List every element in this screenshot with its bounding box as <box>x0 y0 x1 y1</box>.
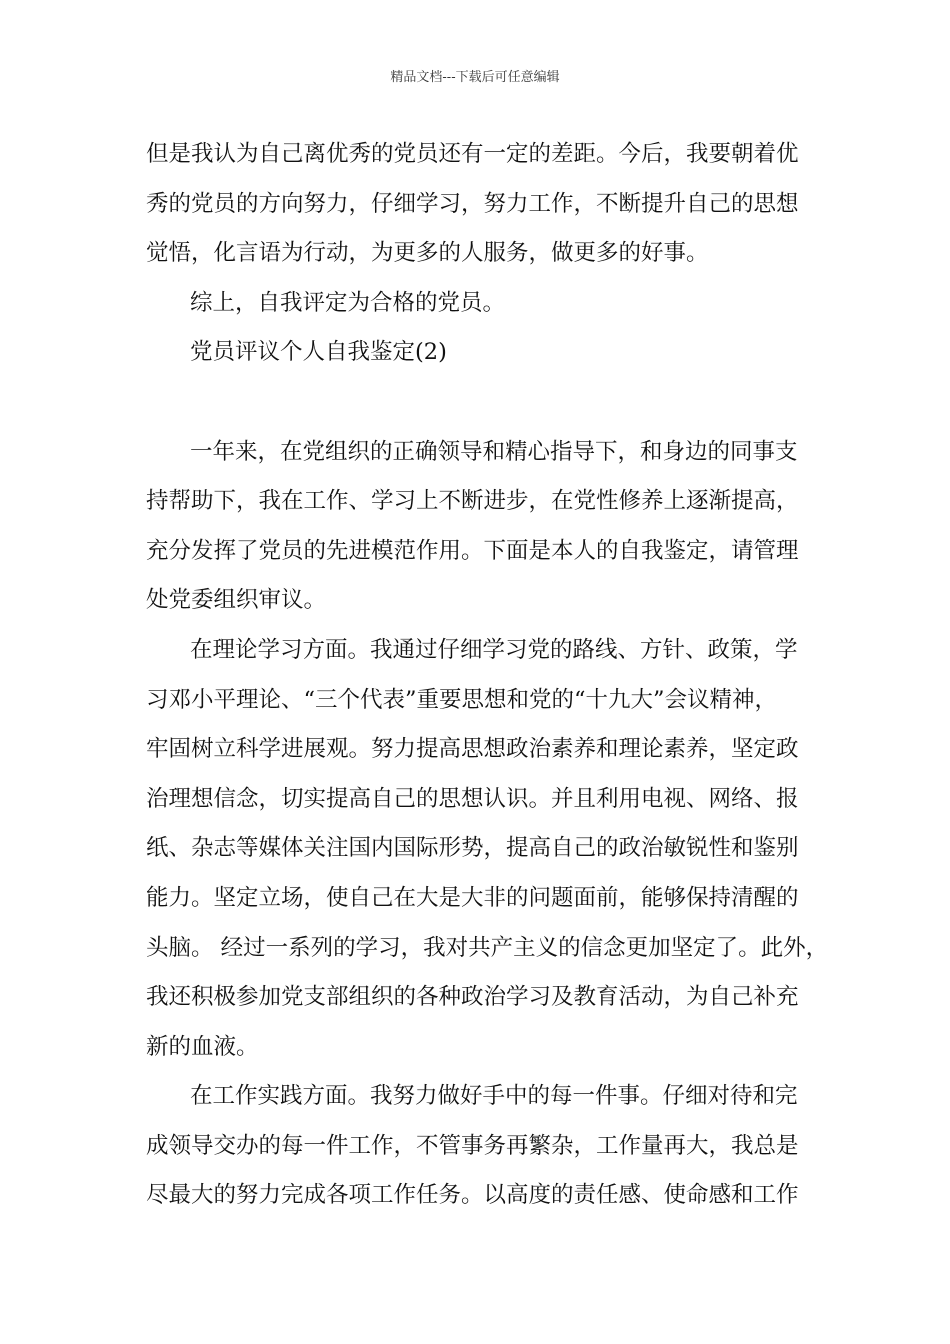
body-line: 牢固树立科学进展观。努力提高思想政治素养和理论素养，坚定政 <box>146 736 799 763</box>
body-line: 持帮助下，我在工作、学习上不断进步，在党性修养上逐渐提高， <box>146 488 799 515</box>
page-header: 精品文档---下载后可任意编辑 <box>390 70 560 85</box>
body-line: 综上，自我评定为合格的党员。 <box>190 289 506 316</box>
body-line: 在理论学习方面。我通过仔细学习党的路线、方针、政策，学 <box>190 636 798 663</box>
body-line: 我还积极参加党支部组织的各种政治学习及教育活动，为自己补充 <box>146 984 799 1011</box>
body-line: 觉悟，化言语为行动，为更多的人服务，做更多的好事。 <box>146 240 709 267</box>
body-line: 但是我认为自己离优秀的党员还有一定的差距。今后，我要朝着优 <box>146 141 799 167</box>
body-line: 秀的党员的方向努力，仔细学习，努力工作，不断提升自己的思想 <box>146 190 799 217</box>
document-body <box>146 130 829 1221</box>
body-line: 能力。坚定立场，使自己在大是大非的问题面前，能够保持清醒的 <box>146 884 799 911</box>
body-line: 处党委组织审议。 <box>146 587 327 614</box>
body-line: 充分发挥了党员的先进模范作用。下面是本人的自我鉴定，请管理 <box>146 537 799 564</box>
body-line: 在工作实践方面。我努力做好手中的每一件事。仔细对待和完 <box>190 1083 798 1110</box>
blank-line <box>146 378 816 428</box>
body-line: 一年来，在党组织的正确领导和精心指导下，和身边的同事支 <box>190 438 798 465</box>
body-line: 治理想信念，切实提高自己的思想认识。并且利用电视、网络、报 <box>146 785 799 812</box>
section-title: 党员评议个人自我鉴定(2) <box>190 339 447 366</box>
body-line: 头脑。 经过一系列的学习，我对共产主义的信念更加坚定了。此外， <box>146 934 829 961</box>
body-line: 习邓小平理论、“三个代表”重要思想和党的“十九大”会议精神， <box>146 686 778 713</box>
body-line: 新的血液。 <box>146 1033 259 1060</box>
body-line: 尽最大的努力完成各项工作任务。以高度的责任感、使命感和工作 <box>146 1182 799 1209</box>
body-line: 成领导交办的每一件工作，不管事务再繁杂，工作量再大，我总是 <box>146 1132 799 1159</box>
body-line: 纸、杂志等媒体关注国内国际形势，提高自己的政治敏锐性和鉴别 <box>146 835 799 862</box>
